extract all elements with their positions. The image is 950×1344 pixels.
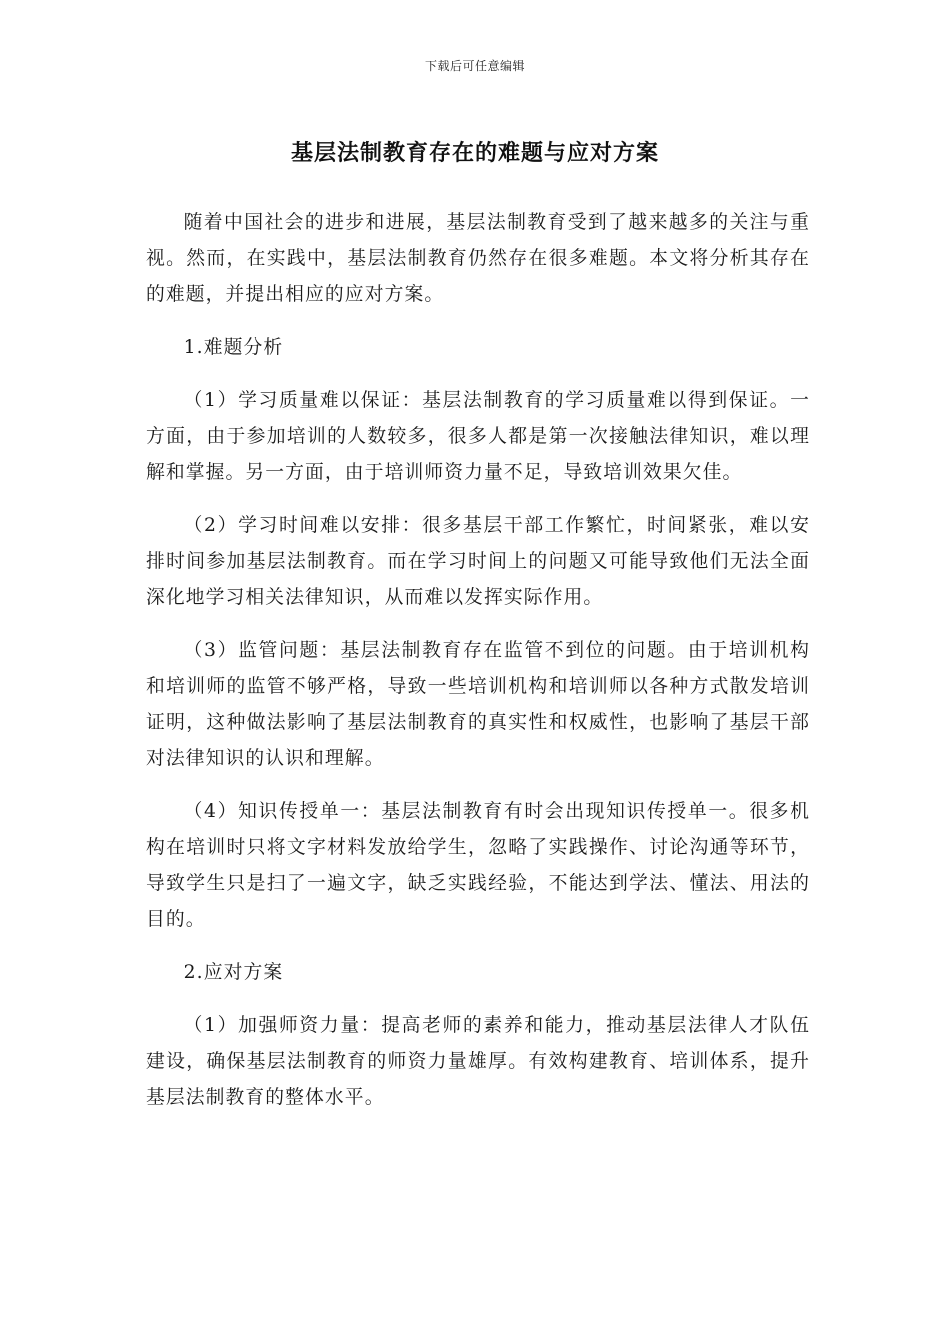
intro-paragraph: 随着中国社会的进步和进展，基层法制教育受到了越来越多的关注与重视。然而，在实践中，基层法制教育仍然存在很多难题。本文将分析其存在的难题，并提出相应的应对方案。 bbox=[146, 212, 810, 305]
document-body bbox=[146, 205, 810, 1133]
header-note: 下载后可任意编辑 bbox=[424, 59, 525, 73]
difficulty-paragraph-2: （2）学习时间难以安排：很多基层干部工作繁忙，时间紧张，难以安排时间参加基层法制教育。而在学习时间上的问题又可能导致他们无法全面深化地学习相关法律知识，从而难以发挥实际作用。 bbox=[146, 515, 810, 608]
solution-paragraph-1: （1）加强师资力量：提高老师的素养和能力，推动基层法律人才队伍建设，确保基层法制教育的师资力量雄厚。有效构建教育、培训体系，提升基层法制教育的整体水平。 bbox=[146, 1015, 810, 1108]
difficulty-paragraph-1: （1）学习质量难以保证：基层法制教育的学习质量难以得到保证。一方面，由于参加培训的人数较多，很多人都是第一次接触法律知识，难以理解和掌握。另一方面，由于培训师资力量不足，导致培训效果欠佳。 bbox=[146, 390, 810, 483]
document-title: 基层法制教育存在的难题与应对方案 bbox=[290, 141, 659, 166]
section-heading-difficulties: 1.难题分析 bbox=[183, 337, 284, 358]
difficulty-paragraph-3: （3）监管问题：基层法制教育存在监管不到位的问题。由于培训机构和培训师的监管不够严格，导致一些培训机构和培训师以各种方式散发培训证明，这种做法影响了基层法制教育的真实性和权威性，也影响了基层干部对法律知识的认识和理解。 bbox=[146, 640, 810, 769]
section-heading-solutions: 2.应对方案 bbox=[183, 962, 284, 983]
difficulty-paragraph-4: （4）知识传授单一：基层法制教育有时会出现知识传授单一。很多机构在培训时只将文字材料发放给学生，忽略了实践操作、讨论沟通等环节，导致学生只是扫了一遍文字，缺乏实践经验，不能达到学法、懂法、用法的目的。 bbox=[146, 801, 810, 930]
